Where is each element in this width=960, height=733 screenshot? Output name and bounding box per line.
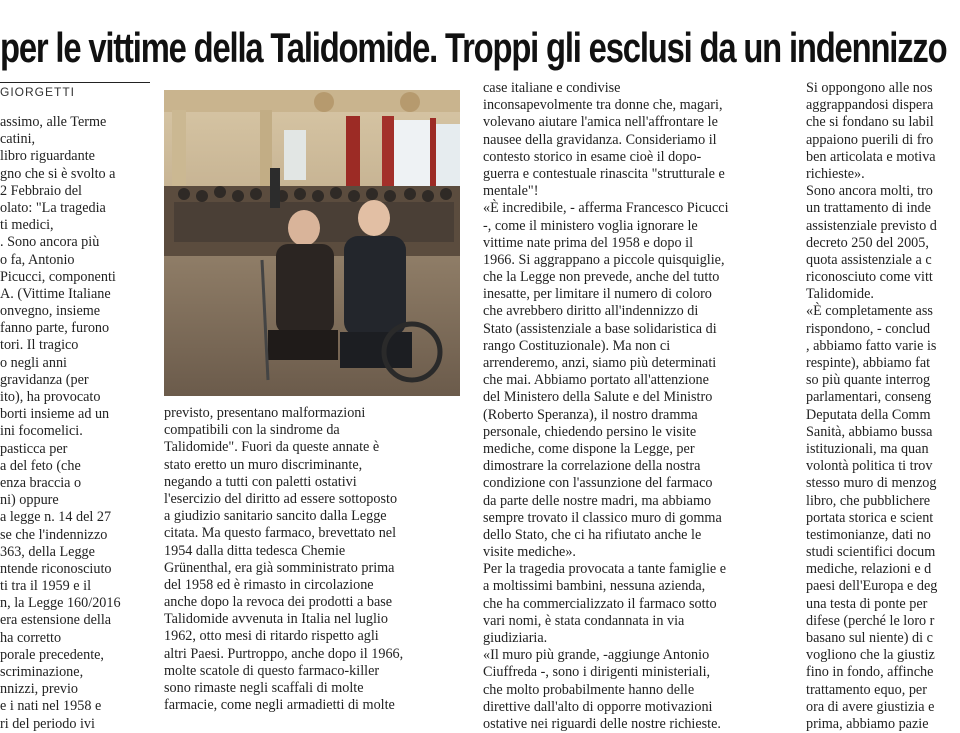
article-line: parlamentari, conseng (806, 389, 932, 406)
article-line: basano sul niente) di c (806, 630, 933, 646)
article-line: Sanità, abbiamo bussa (806, 423, 933, 440)
article-line: tori. Il tragico (0, 337, 79, 354)
article-line: rispondono, - conclud (806, 320, 931, 337)
article-line: assistenziale previsto d (806, 217, 937, 234)
article-line: arrenderemo, anzi, siamo più determinati (483, 355, 717, 371)
article-line: riconosciuto come vitt (806, 269, 933, 286)
article-line: trattamento equo, per (806, 681, 927, 698)
article-line: nnizzi, previo (0, 681, 79, 698)
article-line: porale precedente, (0, 646, 104, 663)
article-line: compatibili con la sindrome da (164, 422, 340, 439)
article-line: olato: "La tragedia (0, 199, 106, 216)
article-line: mentale"! (483, 183, 539, 200)
article-line: ben articolata e motiva (806, 148, 936, 165)
article-line: 363, della Legge (0, 543, 95, 560)
article-line: aggrappandosi dispera (806, 97, 934, 114)
article-line: giudiziaria. (483, 630, 548, 646)
article-line: Sono ancora molti, tro (806, 183, 933, 200)
article-line: mediche, relazioni e d (806, 561, 932, 578)
article-line: vari nomi, è stata condannata in via (483, 612, 685, 629)
article-line: nausee della gravidanza. Consideriamo il (483, 131, 717, 148)
article-line: contesto storico in esame cioè il dopo- (483, 148, 702, 165)
article-line: Per la tragedia provocata a tante famiglie e (483, 561, 727, 578)
article-line: direttive dall'alto di opporre motivazioni (483, 698, 713, 715)
article-line: volevano aiutare l'amica nell'affrontare le (483, 114, 718, 131)
article-line: case italiane e condivise (483, 80, 621, 96)
article-line: fino in fondo, affinche (806, 664, 934, 681)
article-line: anche dopo la revoca dei prodotti a base (164, 594, 393, 611)
article-line: una testa di ponte per (806, 595, 928, 612)
conference-photo-illustration (164, 90, 460, 396)
article-line: (Roberto Speranza), il nostro dramma (483, 406, 698, 423)
article-line: ntende riconosciuto (0, 560, 112, 577)
article-line: che avrebbero diritto all'indennizzo di (483, 303, 699, 320)
article-line: prima, abbiamo pazie (806, 715, 929, 732)
article-line: volontà politica ti trov (806, 458, 933, 475)
article-line: richieste». (806, 165, 865, 182)
article-line: gno che si è svolto a (0, 165, 116, 182)
article-line: un trattamento di inde (806, 200, 931, 217)
article-line: istituzionali, ma quan (806, 440, 929, 457)
article-line: 1962, otto mesi di ritardo rispetto agli (164, 628, 379, 645)
article-line: molte scatole di questo farmaco-killer (164, 662, 380, 679)
article-line: enza braccia o (0, 474, 82, 491)
article-line: ostative nei riguardi delle nostre richieste. (483, 715, 721, 732)
article-line: era estensione della (0, 612, 112, 629)
article-line: del 1958 ed è rimasto in circolazione (164, 576, 374, 593)
article-line: 1966. Si aggrappano a piccole quisquiglie, (483, 251, 725, 268)
article-line: studi scientifici docum (806, 544, 936, 561)
article-line: portata storica e scient (806, 509, 934, 526)
article-line: mediche, come dispone la Legge, per (483, 440, 695, 457)
article-line: o fa, Antonio (0, 251, 75, 268)
article-line: che molto probabilmente hanno delle (483, 681, 695, 698)
article-line: visite mediche». (483, 544, 576, 561)
article-line: difese (perché le loro r (806, 612, 935, 629)
article-line: da parte delle nostre madri, ma abbiamo (483, 492, 712, 509)
article-line: ri del periodo ivi (0, 715, 95, 732)
article-line: negando a tutti con paletti ostativi (164, 473, 357, 490)
article-line: pasticca per (0, 440, 68, 457)
article-photo (164, 90, 460, 396)
article-line: se che l'indennizzo (0, 526, 108, 543)
article-line: a giudizio sanitario sancito dalla Legge (164, 508, 387, 525)
article-line: n, la Legge 160/2016 (0, 595, 121, 612)
article-line: «Il muro più grande, -aggiunge Antonio (483, 647, 710, 664)
article-line: sono rimaste negli scaffali di molte (164, 680, 364, 696)
article-column-2 (164, 405, 466, 714)
article-line: Talidomide. (806, 286, 874, 303)
article-line: stato eretto un muro discriminante, (164, 456, 363, 473)
article-line: 1954 dalla ditta tedesca Chemie (164, 542, 346, 559)
article-line: catini, (0, 131, 36, 148)
article-line: Picucci, componenti (0, 268, 116, 285)
article-line: condizione con l'assunzione del farmaco (483, 475, 713, 492)
article-line: l'esercizio del diritto ad essere sottoposto (164, 490, 398, 507)
article-line: «È incredibile, - afferma Francesco Picucci (483, 200, 729, 217)
article-line: citata. Ma questo farmaco, brevettato nel (164, 525, 397, 542)
article-line: o negli anni (0, 354, 67, 371)
article-line: ini focomelici. (0, 423, 83, 440)
article-line: onvegno, insieme (0, 303, 101, 320)
article-line: libro, che pubblichere (806, 492, 931, 509)
article-line: ha corretto (0, 629, 62, 646)
article-line: ti medici, (0, 217, 54, 234)
article-line: quota assistenziale a c (806, 251, 932, 268)
article-line: Talidomide". Fuori da queste annate è (164, 439, 380, 456)
article-line: guerra e contestuale rinascita "strutturale e (483, 165, 725, 182)
article-line: 2 Febbraio del (0, 182, 82, 199)
article-line: Talidomide avvenuta in Italia nel luglio (164, 611, 388, 628)
article-column-1 (0, 114, 152, 733)
article-line: -, come il ministero voglia ignorare le (483, 217, 698, 234)
article-line: testimonianze, dati no (806, 526, 931, 543)
article-line: che la Legge non prevede, anche del tutto (483, 269, 720, 286)
article-line: personale, chiedendo persino le visite (483, 423, 697, 440)
article-line: rango Costituzionale). Ma non ci (483, 337, 671, 354)
byline-author: GIORGETTI (0, 82, 150, 99)
article-line: gravidanza (per (0, 371, 89, 388)
article-line: stesso muro di menzog (806, 475, 937, 492)
article-line: ito), ha provocato (0, 389, 101, 405)
article-line: appaiono puerili di fro (806, 131, 934, 148)
article-line: . Sono ancora più (0, 234, 100, 251)
article-line: Grünenthal, era già somministrato prima (164, 559, 395, 576)
article-line: so più quante interrog (806, 372, 931, 389)
article-line: del Ministero della Salute e del Ministro (483, 389, 713, 406)
article-line: decreto 250 del 2005, (806, 234, 929, 251)
article-line: a moltissimi bambini, nessuna azienda, (483, 578, 706, 595)
article-line: vittime nate prima del 1958 e dopo il (483, 234, 694, 251)
article-line: Ciuffreda -, sono i dirigenti ministeriali, (483, 664, 711, 681)
article-line: e i nati nel 1958 e (0, 698, 102, 715)
article-line: ora di avere giustizia e (806, 698, 935, 715)
article-line: assimo, alle Terme (0, 114, 107, 130)
article-line: dimostrare la correlazione della nostra (483, 458, 701, 475)
article-headline: per le vittime della Talidomide. Troppi gli esclusi da un indennizzo (0, 24, 947, 71)
article-line: sempre trovato il classico muro di gomma (483, 509, 722, 526)
article-line: farmacie, come negli armadietti di molte (164, 697, 395, 714)
article-line: ti tra il 1959 e il (0, 578, 92, 595)
article-line: Si oppongono alle nos (806, 80, 933, 96)
article-line: vogliono che la giustiz (806, 647, 935, 664)
headline-container (0, 8, 960, 72)
article-line: A. (Vittime Italiane (0, 285, 111, 302)
article-line: libro riguardante (0, 148, 95, 165)
article-line: paesi dell'Europa e deg (806, 578, 938, 595)
article-line: borti insieme ad un (0, 406, 110, 423)
article-line: che si fondano su labil (806, 114, 934, 131)
article-line: che mai. Abbiamo portato all'attenzione (483, 372, 709, 389)
article-line: , abbiamo fatto varie is (806, 337, 937, 354)
article-line: fanno parte, furono (0, 320, 110, 337)
article-line: altri Paesi. Purtroppo, anche dopo il 1966, (164, 645, 404, 662)
article-line: inesatte, per limitare il numero di coloro (483, 286, 712, 303)
article-line: previsto, presentano malformazioni (164, 405, 366, 421)
article-line: che ha commercializzato il farmaco sotto (483, 595, 717, 612)
article-line: a legge n. 14 del 27 (0, 509, 112, 526)
article-line: inconsapevolmente tra donne che, magari, (483, 97, 723, 114)
article-column-3 (483, 80, 783, 733)
article-line: ni) oppure (0, 492, 59, 509)
article-line: respinte), abbiamo fat (806, 355, 931, 371)
article-line: a del feto (che (0, 457, 81, 474)
article-line: Stato (assistenziale a base solidaristica di (483, 320, 717, 337)
article-line: scriminazione, (0, 664, 84, 680)
article-line: dello Stato, che ci ha rifiutato anche le (483, 526, 702, 543)
article-line: «È completamente ass (806, 303, 933, 320)
article-column-4 (806, 80, 960, 733)
article-line: Deputata della Comm (806, 406, 931, 423)
